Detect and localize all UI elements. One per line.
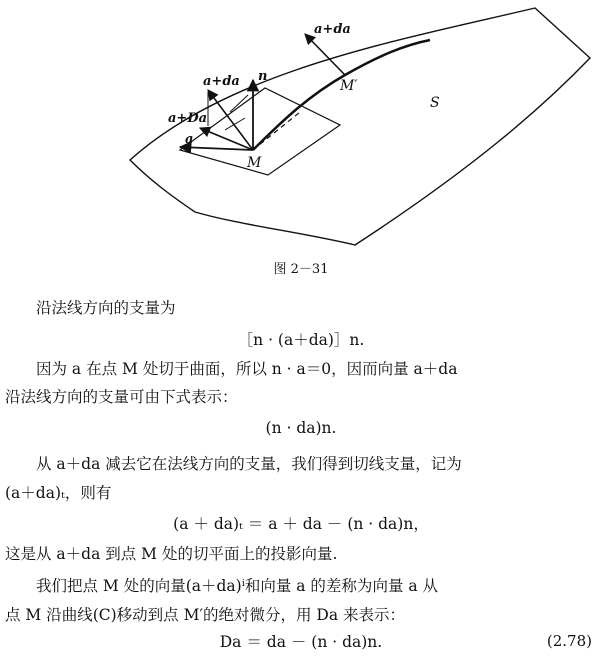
label-a-plus-da-top: a+da [314, 22, 351, 37]
label-a-plus-da-left: a+da [203, 74, 240, 89]
text-line-4: 从 a＋da 减去它在法线方向的支量，我们得到切线支量，记为 [36, 455, 462, 473]
equation-1: ［n · (a＋da)］n. [237, 331, 365, 349]
surface-s [130, 8, 590, 245]
label-a: a [185, 132, 194, 147]
equation-number: (2.78) [546, 632, 592, 650]
label-a-plus-Da: a+Da [168, 111, 208, 126]
figure-2-31 [0, 0, 602, 255]
text-line-1: 沿法线方向的支量为 [36, 299, 176, 317]
label-n: n [258, 69, 268, 84]
text-line-7: 我们把点 M 处的向量(a＋da)ⁱ和向量 a 的差称为向量 a 从 [36, 577, 439, 595]
curve-c-dashed [253, 112, 300, 150]
text-line-8: 点 M 沿曲线(C)移动到点 M′的绝对微分，用 Da 来表示： [5, 606, 406, 624]
vector-a [180, 147, 253, 150]
text-line-3: 沿法线方向的支量可由下式表示： [5, 388, 238, 406]
text-line-5: (a＋da)ₜ，则有 [5, 484, 112, 502]
vector-a-plus-da-top [305, 34, 345, 75]
surface-diagram [0, 0, 602, 255]
label-m-prime: M′ [340, 78, 358, 94]
equation-3: (a ＋ da)ₜ ＝ a ＋ da － (n · da)n， [173, 515, 429, 533]
figure-caption: 图 2－31 [273, 262, 329, 277]
text-line-6: 这是从 a＋da 到点 M 处的切平面上的投影向量. [5, 545, 338, 563]
label-s: S [430, 95, 440, 111]
label-m: M [247, 155, 262, 171]
equation-2: (n · da)n. [265, 419, 337, 437]
text-line-2: 因为 a 在点 M 处切于曲面，所以 n · a＝0，因而向量 a＋da [36, 360, 458, 378]
equation-4: Da ＝ da － (n · da)n. [219, 633, 383, 651]
